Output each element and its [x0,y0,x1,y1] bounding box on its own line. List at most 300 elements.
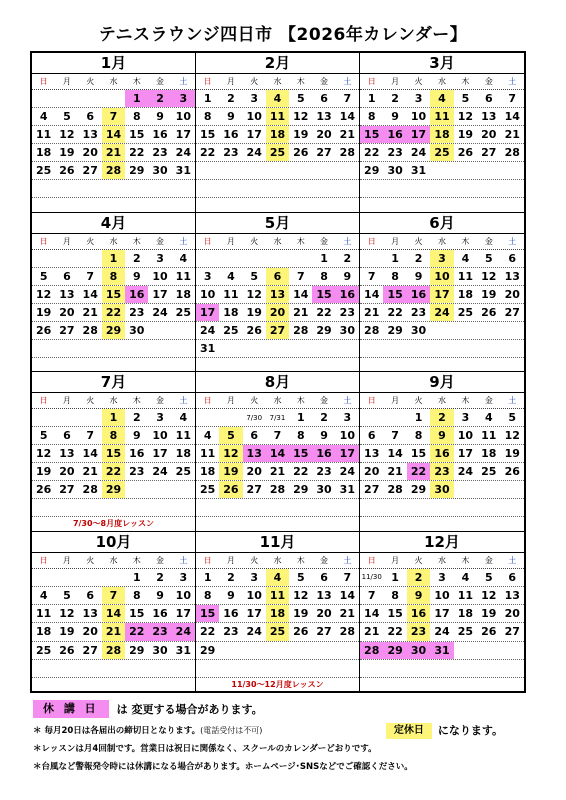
day-cell: 21 [387,465,403,479]
day-cell [266,340,289,357]
day-cell: 23 [223,625,239,639]
day-cell: 26 [504,465,520,479]
week-row [360,660,524,678]
day-cell: 17 [152,447,168,461]
weekday-label: 水 [437,396,446,405]
day-cell [266,162,289,179]
week-row [196,463,359,481]
day-cell [289,499,312,516]
day-cell: 14 [387,447,403,461]
week-row [32,180,195,198]
day-cell: 1 [320,251,328,265]
week-row [32,642,195,660]
day-cell: 4 [484,411,493,425]
day-cell [477,481,500,498]
day-cell: 13 [316,588,332,602]
day-cell: 10 [175,588,191,602]
day-cell: 16 [407,286,430,303]
weekday-header [32,234,195,250]
week-row [360,304,524,322]
day-cell: 10 [152,429,168,443]
day-cell: 10 [339,429,355,443]
day-cell: 8 [102,427,125,444]
day-cell: 16 [430,445,453,462]
day-cell: 19 [59,625,75,639]
day-cell: 28 [339,146,355,160]
weekday-label: 水 [273,77,282,86]
day-cell: 3 [430,250,453,267]
day-cell: 14 [82,287,98,301]
weekday-label: 水 [437,77,446,86]
day-cell: 2 [132,411,141,425]
day-cell: 9 [156,588,164,602]
day-cell: 10 [246,588,262,602]
day-cell: 18 [457,287,474,301]
day-cell: 5 [461,92,470,106]
week-row [360,605,524,623]
month-block [360,213,524,373]
day-cell: 18 [35,625,52,639]
day-cell: 23 [223,146,239,160]
day-cell: 1 [203,92,212,106]
day-cell [454,481,477,498]
day-cell: 13 [59,447,75,461]
day-cell [477,162,500,179]
day-cell: 12 [457,110,474,124]
weekday-label: 土 [508,396,517,405]
week-row [32,427,195,445]
day-cell [219,642,242,659]
day-cell: 5 [39,269,48,283]
month-title: 10月 [32,532,195,553]
week-row [196,605,359,623]
day-cell: 7 [367,269,376,283]
day-cell [501,642,524,659]
day-cell: 28 [293,323,309,337]
day-cell: 1 [391,251,399,265]
day-cell [477,499,500,516]
day-cell [196,162,219,179]
day-cell: 13 [59,287,75,301]
day-cell: 7 [296,269,305,283]
weekday-label: 金 [484,396,493,405]
day-cell: 18 [223,305,239,319]
day-cell: 19 [504,447,520,461]
day-cell: 14 [364,287,380,301]
day-cell: 8 [391,269,399,283]
day-cell [125,660,148,677]
day-cell: 11 [266,587,289,604]
day-cell: 17 [336,445,359,462]
day-cell [477,340,500,357]
day-cell: 6 [86,110,95,124]
weekday-label: 火 [250,77,259,86]
day-cell: 6 [63,429,71,443]
day-cell: 3 [250,92,259,106]
day-cell: 21 [339,607,355,621]
weekday-label: 土 [343,555,352,565]
day-cell: 29 [129,643,145,657]
day-cell: 21 [269,465,286,479]
day-cell [383,499,406,516]
day-cell: 20 [316,128,332,142]
day-cell: 24 [410,146,427,160]
day-cell: 7 [367,588,376,602]
weekday-label: 水 [109,396,118,405]
day-cell: 20 [82,625,98,639]
day-cell: 8 [132,588,141,602]
day-cell: 24 [175,146,191,160]
day-cell [172,180,195,197]
day-cell: 12 [35,287,52,301]
day-cell [102,499,125,516]
day-cell [501,322,524,339]
day-cell: 10 [410,110,427,124]
day-cell: 7 [508,92,517,106]
day-cell: 21 [293,305,309,319]
day-cell [243,250,266,267]
day-cell [501,481,524,498]
day-cell: 23 [152,146,168,160]
week-row [360,340,524,358]
day-cell: 25 [457,625,474,639]
day-cell [266,642,289,659]
day-cell: 18 [266,605,289,622]
day-cell [336,340,359,357]
week-row [32,144,195,162]
day-cell: 12 [219,445,242,462]
day-cell: 31 [199,341,216,355]
day-cell: 26 [35,323,52,337]
weekday-label: 火 [250,396,259,405]
day-cell: 5 [219,427,242,444]
day-cell: 9 [414,269,423,283]
weekday-label: 金 [156,236,165,246]
note-line-1-paren: (電話受付は不可) [200,726,263,735]
day-cell: 25 [266,144,289,161]
day-cell: 28 [364,323,380,337]
day-cell [32,409,55,426]
day-cell: 28 [339,625,355,639]
day-cell: 15 [102,286,125,303]
day-cell: 16 [336,286,359,303]
day-cell: 20 [504,607,520,621]
weekday-label: 木 [132,555,141,565]
day-cell: 6 [86,588,95,602]
day-cell: 16 [125,286,148,303]
day-cell: 13 [266,286,289,303]
day-cell: 16 [152,607,168,621]
day-cell [289,660,312,677]
day-cell: 7/31 [269,413,286,422]
weekday-label: 土 [508,236,517,246]
week-row [196,445,359,463]
day-cell: 5 [484,570,493,584]
day-cell: 12 [481,269,497,283]
note-line-2: ＊レッスンは月4回制です。営業日は祝日に関係なく、スクールのカレンダーどおりです。 [33,744,377,754]
day-cell [430,162,453,179]
weekday-label: 土 [179,236,188,246]
day-cell [289,250,312,267]
month-note-empty [32,358,195,371]
day-cell: 2 [132,251,141,265]
fixed-holiday-text: になります。 [437,724,503,737]
week-row [196,250,359,268]
day-cell: 13 [82,607,98,621]
day-cell: 22 [199,625,216,639]
day-cell: 15 [383,286,406,303]
day-cell: 4 [266,569,289,586]
day-cell: 5 [39,429,48,443]
week-row [360,126,524,144]
day-cell [102,340,125,357]
day-cell: 14 [82,447,98,461]
day-cell: 4 [39,110,48,124]
day-cell: 7/30 [246,413,263,422]
day-cell [172,481,195,498]
day-cell: 23 [407,623,430,640]
month-block [360,372,524,532]
day-cell: 30 [430,481,453,498]
day-cell: 17 [196,304,219,321]
day-cell: 24 [246,625,262,639]
weekday-label: 土 [343,236,352,246]
day-cell: 10 [175,110,191,124]
week-row [360,322,524,340]
day-cell [219,340,242,357]
day-cell: 14 [293,287,309,301]
day-cell: 22 [293,465,309,479]
weekday-header [360,393,524,409]
day-cell: 31 [175,164,191,178]
day-cell [360,499,383,516]
day-cell: 14 [339,110,355,124]
day-cell: 14 [339,588,355,602]
weekday-label: 水 [273,236,282,246]
day-cell [336,499,359,516]
day-cell: 12 [59,128,75,142]
day-cell [196,660,219,677]
week-row [360,463,524,481]
day-cell: 12 [481,588,497,602]
day-cell: 14 [102,605,125,622]
day-cell: 31 [339,483,355,497]
day-cell: 21 [504,128,520,142]
weekday-label: 日 [367,555,376,565]
day-cell [383,180,406,197]
day-cell: 31 [175,643,191,657]
week-row [32,623,195,641]
weekday-label: 月 [62,396,71,405]
day-cell: 28 [82,483,98,497]
day-cell: 9 [391,110,399,124]
month-block [32,532,196,692]
day-cell: 31 [430,642,453,659]
day-cell: 22 [199,146,216,160]
day-cell [501,499,524,516]
weekday-label: 日 [39,77,48,86]
day-cell: 25 [266,623,289,640]
week-row [32,481,195,499]
week-row [196,90,359,108]
day-cell [383,340,406,357]
week-row [32,268,195,286]
week-row [196,660,359,678]
week-row [32,499,195,517]
day-cell [454,322,477,339]
weekday-label: 日 [39,396,48,405]
weekday-label: 月 [226,555,235,565]
day-cell: 7 [102,108,125,125]
day-cell [360,180,383,197]
day-cell: 19 [35,305,52,319]
month-block [196,372,360,532]
day-cell: 25 [35,164,52,178]
day-cell: 4 [461,570,470,584]
week-row [360,286,524,304]
day-cell: 29 [316,323,332,337]
weekday-label: 日 [203,236,212,246]
day-cell [243,660,266,677]
day-cell [312,162,335,179]
day-cell: 20 [316,607,332,621]
day-cell [55,180,78,197]
weekday-label: 土 [179,396,188,405]
day-cell [454,660,477,677]
day-cell: 11 [430,108,453,125]
week-row [32,340,195,358]
day-cell: 10 [457,429,474,443]
day-cell [501,162,524,179]
weekday-label: 月 [391,236,400,246]
day-cell: 20 [59,465,75,479]
day-cell: 19 [293,128,309,142]
day-cell: 6 [508,251,517,265]
day-cell: 22 [125,623,148,640]
day-cell: 20 [364,465,380,479]
day-cell: 25 [457,305,474,319]
day-cell: 15 [312,286,335,303]
day-cell [196,499,219,516]
day-cell: 8 [296,429,305,443]
day-cell: 20 [266,304,289,321]
day-cell [243,180,266,197]
day-cell: 1 [125,90,148,107]
day-cell [501,180,524,197]
weekday-label: 木 [461,236,470,246]
day-cell: 19 [481,607,497,621]
day-cell [266,660,289,677]
month-block [360,532,524,692]
week-row [196,427,359,445]
day-cell: 10 [199,287,216,301]
day-cell [407,180,430,197]
day-cell: 27 [481,146,497,160]
weekday-label: 火 [86,555,95,565]
weekday-header [360,553,524,569]
day-cell: 8 [203,588,212,602]
week-row [32,322,195,340]
day-cell: 31 [410,164,427,178]
week-row [360,587,524,605]
holiday-swatch: 休 講 日 [33,700,109,718]
week-row [360,180,524,198]
day-cell: 8 [203,110,212,124]
day-cell: 23 [316,465,332,479]
day-cell: 5 [296,92,305,106]
day-cell [383,409,406,426]
week-row [32,286,195,304]
week-row [196,322,359,340]
day-cell: 12 [504,429,520,443]
day-cell [430,322,453,339]
month-note-empty [360,517,524,530]
day-cell: 11 [175,429,191,443]
week-row [196,126,359,144]
week-row [196,162,359,180]
day-cell [360,660,383,677]
day-cell: 1 [102,409,125,426]
month-block [32,213,196,373]
day-cell [243,162,266,179]
day-cell [219,180,242,197]
day-cell: 21 [339,128,355,142]
day-cell: 26 [246,323,262,337]
day-cell [219,162,242,179]
day-cell: 26 [293,146,309,160]
day-cell: 25 [175,465,191,479]
day-cell: 28 [102,162,125,179]
day-cell: 7 [273,429,282,443]
note-line-1 [33,722,543,740]
week-row [196,623,359,641]
month-block [360,53,524,213]
day-cell [219,660,242,677]
week-row [360,162,524,180]
day-cell: 30 [410,323,427,337]
day-cell: 25 [481,465,497,479]
weekday-label: 水 [273,555,282,565]
month-note-empty [360,358,524,371]
day-cell [312,180,335,197]
day-cell: 10 [430,268,453,285]
day-cell [102,660,125,677]
month-title: 3月 [360,53,524,74]
day-cell: 11 [457,588,474,602]
weekday-label: 水 [109,77,118,86]
day-cell: 25 [175,305,191,319]
day-cell: 25 [430,144,453,161]
day-cell [55,409,78,426]
weekday-label: 木 [296,555,305,565]
weekday-label: 金 [320,77,329,86]
day-cell: 28 [269,483,286,497]
weekday-label: 日 [203,555,212,565]
weekday-label: 月 [391,396,400,405]
weekday-header [32,393,195,409]
day-cell: 2 [430,409,453,426]
day-cell: 6 [484,92,493,106]
day-cell: 22 [102,463,125,480]
day-cell: 16 [152,128,168,142]
day-cell: 17 [457,447,474,461]
day-cell [148,660,171,677]
week-row [360,499,524,517]
day-cell: 18 [457,607,474,621]
day-cell: 24 [152,305,168,319]
weekday-label: 火 [414,396,423,405]
weekday-label: 金 [320,555,329,565]
